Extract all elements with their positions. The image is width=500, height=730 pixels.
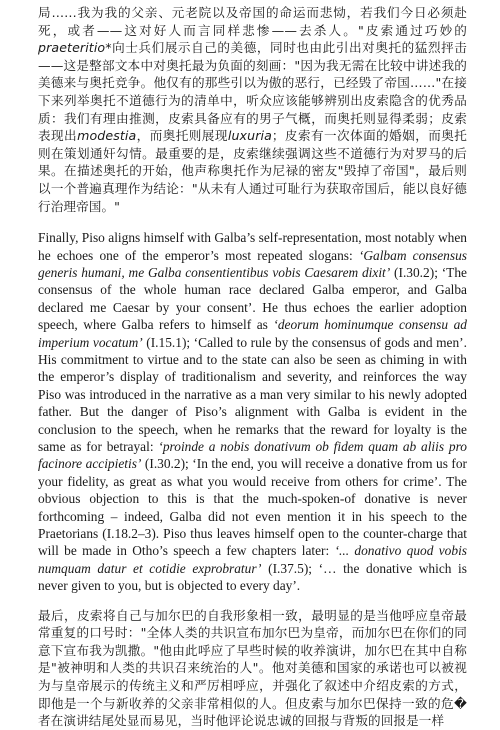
text-run: (I.30.2); ‘The consensus of the whole human race declared Galba emperor, and Galba declared me Caesar by your consent’. He thus echoes the earlier adoption speech, where Galba refers to himself as [38,264,467,333]
text-run: ，而奥托则展现 [136,128,228,144]
italic-text-run: ‘proinde a nobis donativum ob fidem quam ab aliis pro facinore accipietis’ [38,439,468,472]
italic-text-run: ‘Galbam consensus generis humani, me Galba consentientibus vobis Caesarem dixit’ [38,247,467,280]
text-run: 局……我为我的父亲、元老院以及帝国的命运而悲恸，若我们今日必须赴死，或者——这对好人而言同样悲惨——去杀人。"皮索通过巧妙的 [38,5,467,38]
italic-text-run: ‘... donativo quod vobis numquam datur et cotidie exprobratur’ [38,543,468,576]
chinese-paragraph-1 [38,4,467,215]
text-run: (I.37.5); ‘… the donative which is never given to you, but is objected to every day’. [38,560,467,594]
italic-text-run: luxuria [227,128,272,144]
english-paragraph [38,229,467,595]
italic-text-run: modestia [77,128,137,144]
text-run: (I.30.2); ‘In the end, you will receive a donative from us for your fidelity, as great as what you would receive from others for crime’. The obvious objection to this is that the much-spoken-of donative is never forthcoming – indeed, Galba did not even mention it in his speech to the Praetorians (I.18.2–3). Piso thus leaves himself open to the counter-charge that will be made in Otho’s speech a few chapters later: [38,456,468,559]
text-run: 最后，皮索将自己与加尔巴的自我形象相一致，最明显的是当他呼应皇帝最常重复的口号时："全体人类的共识宣布加尔巴为皇帝，而加尔巴在你们的同意下宣布我为凯撒。"他由此呼应了早些时候的收养演讲，加尔巴在其中自称是"被神明和人类的共识召来统治的人"。他对美德和国家的承诺也可以被视为与皇帝展示的传统主义和严厉相呼应，并强化了叙述中介绍皮索的方式，即他是一个与新收养的父亲非常相似的人。但皮索与加尔巴保持一致的危�者在演讲结尾处显而易见，当时他评论说忠诚的回报与背叛的回报是一样 [38,607,467,729]
text-run: *向士兵们展示自己的美德，同时也由此引出对奥托的猛烈抨击——这是整部文本中对奥托最为负面的刻画："因为我无需在比较中讲述我的美德来与奥托竞争。他仅有的那些引以为傲的恶行，已经毁了帝国……"在接下来列举奥托不道德行为的清单中，听众应该能够辨别出皮索隐含的优秀品质：我们有理由推测，皮索具备应有的男子气概，而奥托则显得柔弱；皮索表现出 [38,40,467,144]
text-run: (I.15.1); ‘Called to rule by the consensus of gods and men’. His commitment to virtue and to the state can also be seen as chiming in with the emperor’s display of traditionalism and severity, and reinforces the way Piso was introduced in the narrative as a man very similar to his newly adopted father. But the danger of Piso’s alignment with Galba is evident in the conclusion to the speech, when he remarks that the reward for loyalty is the same as for betrayal: [38,334,467,454]
italic-text-run: ‘deorum hominumque consensu ad imperium vocatum’ [38,317,468,350]
italic-text-run: praeteritio [38,40,106,56]
text-run: Finally, Piso aligns himself with Galba’s self-representation, most notably when he echoes one of the emperor’s most repeated slogans: [38,230,467,263]
text-run: ；皮索有一次体面的婚姻，而奥托则在策划通奸勾情。最重要的是，皮索继续强调这些不道德行为对罗马的后果。在描述奥托的开始，他声称奥托作为尼禄的密友"毁掉了帝国"，最后则以一个普遍真理作为结论："从未有人通过可耻行为获取帝国后，能以良好德行治理帝国。" [38,128,467,214]
chinese-paragraph-2 [38,607,467,730]
